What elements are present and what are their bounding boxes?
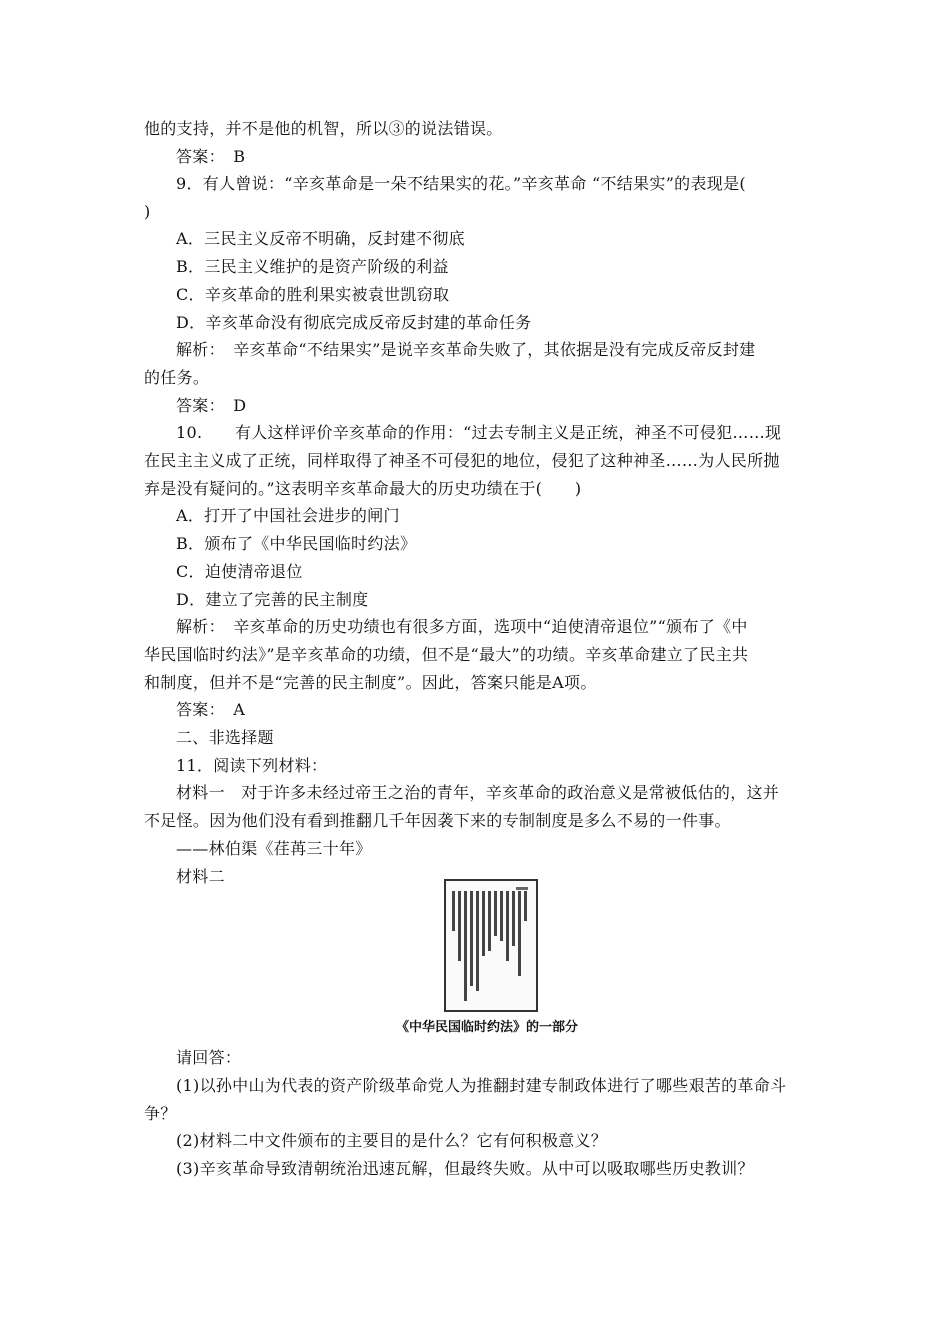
figure-caption: 《中华民国临时约法》的一部分	[396, 1020, 579, 1035]
text-line: 华民国临时约法》”是辛亥革命的功绩，但不是“最大”的功绩。辛亥革命建立了民主共	[144, 645, 749, 664]
text-line: 答案： A	[176, 700, 246, 719]
text-column	[452, 891, 455, 931]
text-column	[512, 891, 515, 946]
question-line: (2)材料二中文件颁布的主要目的是什么？它有何积极意义？	[176, 1131, 608, 1150]
text-column	[470, 891, 473, 986]
question-line: 请回答：	[176, 1048, 242, 1067]
question-line: (1)以孙中山为代表的资产阶级革命党人为推翻封建专制政体进行了哪些艰苦的革命斗	[176, 1076, 787, 1095]
text-line: 材料二	[176, 867, 225, 886]
text-line: 10. 有人这样评价辛亥革命的作用：“过去专制主义是正统，神圣不可侵犯……现	[176, 423, 782, 442]
text-column	[500, 891, 503, 941]
text-line: 二、非选择题	[176, 728, 274, 747]
text-line: 答案： B	[176, 147, 246, 166]
text-line: 的任务。	[144, 368, 210, 387]
question-line: (3)辛亥革命导致清朝统治迅速瓦解，但最终失败。从中可以吸取哪些历史教训？	[176, 1159, 754, 1178]
text-line: 和制度，但并不是“完善的民主制度”。因此，答案只能是A项。	[144, 673, 597, 692]
text-line: 不足怪。因为他们没有看到推翻几千年因袭下来的专制制度是多么不易的一件事。	[144, 811, 731, 830]
text-column	[524, 891, 527, 921]
text-line: 答案： D	[176, 396, 247, 415]
text-line: C．辛亥革命的胜利果实被袁世凯窃取	[176, 285, 450, 304]
text-line: 11．阅读下列材料：	[176, 756, 328, 775]
text-line: ——林伯渠《荏苒三十年》	[176, 839, 372, 858]
text-line: D．建立了完善的民主制度	[176, 590, 369, 609]
text-column	[476, 891, 479, 991]
text-line: A．三民主义反帝不明确，反封建不彻底	[176, 229, 465, 248]
text-line: 弃是没有疑问的。”这表明辛亥革命最大的历史功绩在于( )	[144, 479, 582, 498]
text-line: 在民主主义成了正统，同样取得了神圣不可侵犯的地位，侵犯了这种神圣……为人民所抛	[144, 451, 780, 470]
text-column	[482, 891, 485, 956]
text-column	[464, 891, 467, 1001]
text-line: 解析： 辛亥革命的历史功绩也有很多方面，选项中“迫使清帝退位”“颁布了《中	[176, 617, 748, 636]
text-line: 解析： 辛亥革命“不结果实”是说辛亥革命失败了，其依据是没有完成反帝反封建	[176, 340, 756, 359]
provisional-constitution-image	[444, 879, 538, 1012]
text-line: C．迫使清帝退位	[176, 562, 303, 581]
question-line: 争？	[144, 1104, 177, 1123]
text-column	[518, 891, 521, 976]
text-line: 9．有人曾说：“辛亥革命是一朵不结果实的花。”辛亥革命 “不结果实”的表现是(	[176, 174, 746, 193]
text-line: A．打开了中国社会进步的闸门	[176, 506, 400, 525]
text-column	[506, 891, 509, 961]
text-column	[458, 891, 461, 961]
text-line: 材料一 对于许多未经过帝王之治的青年，辛亥革命的政治意义是常被低估的，这并	[176, 783, 780, 802]
text-line: )	[144, 202, 151, 221]
text-line: 他的支持，并不是他的机智，所以③的说法错误。	[144, 119, 503, 138]
text-line: B．颁布了《中华民国临时约法》	[176, 534, 417, 553]
text-line: D．辛亥革命没有彻底完成反帝反封建的革命任务	[176, 313, 532, 332]
text-line: B．三民主义维护的是资产阶级的利益	[176, 257, 449, 276]
text-column	[494, 891, 497, 936]
text-column	[488, 891, 491, 951]
